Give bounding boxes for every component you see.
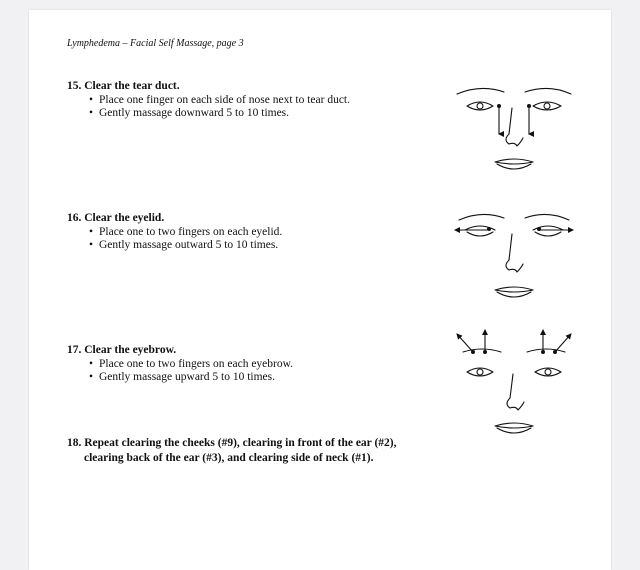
left-pupil xyxy=(477,103,483,109)
upper-lip xyxy=(495,287,533,292)
step-title: 15. Clear the tear duct. xyxy=(67,80,180,92)
nose xyxy=(507,374,524,410)
lower-lip xyxy=(497,428,531,433)
face-eyelid-diagram xyxy=(449,210,579,310)
left-upward-arrow-outer xyxy=(457,334,473,352)
bullet-item: • Gently massage outward 5 to 10 times. xyxy=(89,239,282,253)
page-header: Lymphedema – Facial Self Massage, page 3 xyxy=(67,38,244,49)
right-pupil xyxy=(544,103,550,109)
face-eyebrow-diagram xyxy=(449,326,579,436)
step-16 xyxy=(67,212,282,253)
upper-lip xyxy=(495,159,533,164)
right-pupil xyxy=(545,369,551,375)
nose xyxy=(506,108,523,146)
right-eyebrow xyxy=(525,214,569,220)
lower-lip xyxy=(497,292,531,297)
step-15 xyxy=(67,80,350,121)
step-18-line-2: clearing back of the ear (#3), and clearing side of neck (#1). xyxy=(84,451,374,464)
document-page xyxy=(29,10,611,570)
bullet-item: • Place one to two fingers on each eyelid. xyxy=(89,226,282,240)
right-eyebrow xyxy=(527,349,565,352)
bullet-item: • Place one finger on each side of nose next to tear duct. xyxy=(89,94,350,108)
left-eyebrow xyxy=(457,88,504,94)
left-lower-lash xyxy=(467,232,493,236)
left-pupil xyxy=(477,369,483,375)
step-title: 17. Clear the eyebrow. xyxy=(67,344,177,356)
lower-lip xyxy=(497,164,531,169)
bullet-item: • Gently massage downward 5 to 10 times. xyxy=(89,107,350,121)
right-upward-arrow-outer xyxy=(555,334,571,352)
right-tear-duct-point xyxy=(527,104,531,108)
step-bullets xyxy=(67,94,350,121)
bullet-item: • Place one to two fingers on each eyebrow. xyxy=(89,358,293,372)
step-17 xyxy=(67,344,293,385)
step-bullets xyxy=(67,226,282,253)
left-eyebrow xyxy=(459,214,504,220)
right-lower-lash xyxy=(535,232,561,236)
upper-lip xyxy=(495,423,533,428)
face-tear-duct-diagram xyxy=(449,82,579,182)
left-eyebrow xyxy=(463,349,501,352)
nose xyxy=(506,234,523,272)
bullet-item: • Gently massage upward 5 to 10 times. xyxy=(89,371,293,385)
step-title: 16. Clear the eyelid. xyxy=(67,212,165,224)
step-18 xyxy=(67,436,427,465)
step-18-line-1: 18. Repeat clearing the cheeks (#9), clearing in front of the ear (#2), xyxy=(67,437,397,449)
left-tear-duct-point xyxy=(497,104,501,108)
step-bullets xyxy=(67,358,293,385)
right-eyebrow xyxy=(525,88,571,94)
